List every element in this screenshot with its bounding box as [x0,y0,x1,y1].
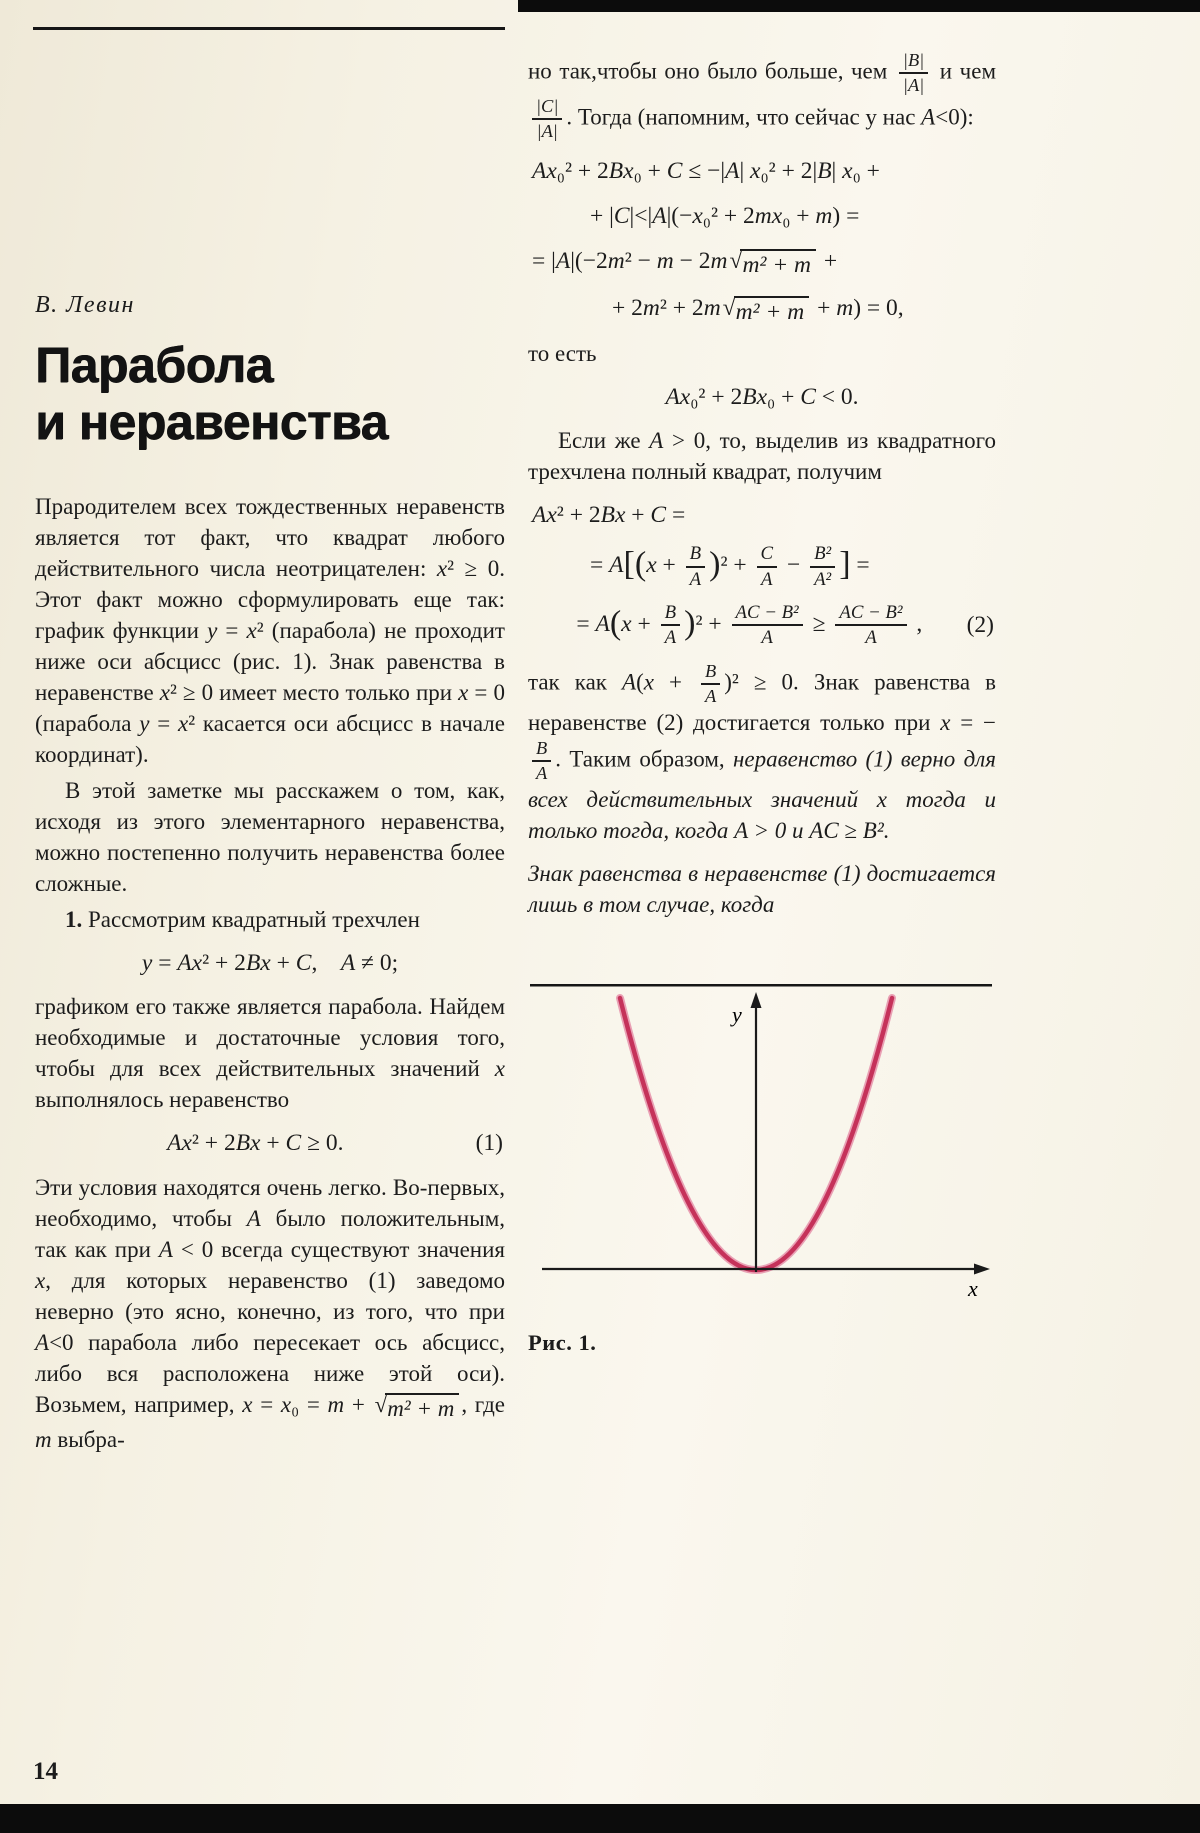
figure-parabola [528,984,996,1356]
right-column [528,50,996,1356]
page-number: 14 [33,1758,58,1785]
formula-1-number: (1) [475,1130,503,1156]
bottom-edge-black-bar [0,1804,1200,1833]
formula-1 [35,1126,505,1160]
paragraph-intro: Прародителем всех тождественных неравенств является тот факт, что квадрат любого действительного числа неотрицателен: x² ≥ 0. Этот факт можно сформулировать еще так: график функции y = x² (парабола) не проходит ниже оси абсцисс (рис. 1). Знак равенства в неравенстве x² ≥ 0 имеет место только при x = 0 (парабола y = x² касается оси абсцисс в начале координат). [35,494,505,767]
formula-estimate-line4: + 2m² + 2m √ m² + m + m) = 0, [612,291,996,327]
left-column-top-rule [33,27,505,30]
left-column [35,292,505,1455]
paragraph-case-a-positive: Если же A > 0, то, выделив из квадратного трехчлена полный квадрат, получим [528,428,996,485]
top-edge-black-bar [518,0,1200,12]
y-axis-arrow-icon [751,992,762,1008]
formula-2 [528,602,996,649]
formula-square-line1: Ax² + 2Bx + C = [532,502,686,529]
paragraph-m-choice: но так,чтобы оно было больше, чем $\frac{|B|}{|A|}$ и чем $\frac{|C|}{|A|}$ . Тогда (напомним, что сейчас у нас A<0): [528,50,996,142]
formula-negative-result: Ax₀² + 2Bx₀ + C < 0. [665,384,859,411]
parabola-plot [528,984,996,1314]
formula-estimate-line1: Ax₀² + 2Bx₀ + C ≤ −|A| x₀² + 2|B| x₀ + [532,157,880,184]
paragraph-conclusion: так как A(x + $\frac{B}{A}$ )² ≥ 0. Знак равенства в неравенстве (2) достигается только при x = − $\frac{B}{A}$ . Таким образом, неравенство (1) верно для всех действительных значений x тогда и только тогда, когда A > 0 и AC ≥ B². [528,660,997,844]
article-author: В. Левин [35,292,135,318]
article-title-line2: и неравенства [35,394,388,450]
article-title-line1: Парабола [35,337,273,393]
formula-1-body: Ax² + 2Bx + C ≥ 0. [167,1130,344,1156]
formula-quadratic-trinomial: y = Ax² + 2Bx + C, A ≠ 0; [141,950,399,976]
formula-estimate-line3: = |A|(−2m² − m − 2m √ m² + m + [532,244,996,280]
x-axis-label: x [968,1276,978,1302]
paragraph-graph-condition: графиком его также является парабола. Найдем необходимые и достаточные условия того, чтобы для всех действительных значений x выполнялось неравенство [35,994,505,1112]
formula-2-body: = A(x + $\frac{B}{A}$ )² + $\frac{\text{AC − B²}}{A}$ ≥ $\frac{\text{AC − B²}}{A}$ , [576,601,923,649]
y-axis-label: y [732,1002,742,1028]
formula-2-number: (2) [966,612,994,639]
article-title [35,337,505,451]
x-axis-arrow-icon [974,1264,990,1275]
formula-square-line2: = A[(x + $\frac{B}{A}$ )² + $\frac{C}{A}$ − $\frac{\text{B²}}{\text{A²}}$ ] = [590,543,870,590]
paragraph-note: В этой заметке мы расскажем о том, как, исходя из этого элементарного неравенства, можно постепенно получить неравенства более сложные. [35,778,505,896]
paragraph-section-1: 1. Рассмотрим квадратный трехчлен [65,907,420,932]
figure-caption: Рис. 1. [528,1330,597,1356]
paragraph-equality-case: Знак равенства в неравенстве (1) достигается лишь в том случае, когда [528,861,996,918]
paragraph-to-est: то есть [528,341,597,367]
figure-top-rule [530,984,992,987]
paragraph-conditions: Эти условия находятся очень легко. Во-первых, необходимо, чтобы A было положительным, так как при A < 0 всегда существуют значения x, для которых неравенство (1) заведомо неверно (это ясно, конечно, из того, что при A<0 парабола либо пересекает ось абсцисс, либо вся расположена ниже этой оси). Возьмем, например, x = x₀ = m + √ m² + m , где m выбра- [35,1175,505,1452]
formula-estimate-line2: + |C|<|A|(−x₀² + 2mx₀ + m) = [590,202,860,229]
